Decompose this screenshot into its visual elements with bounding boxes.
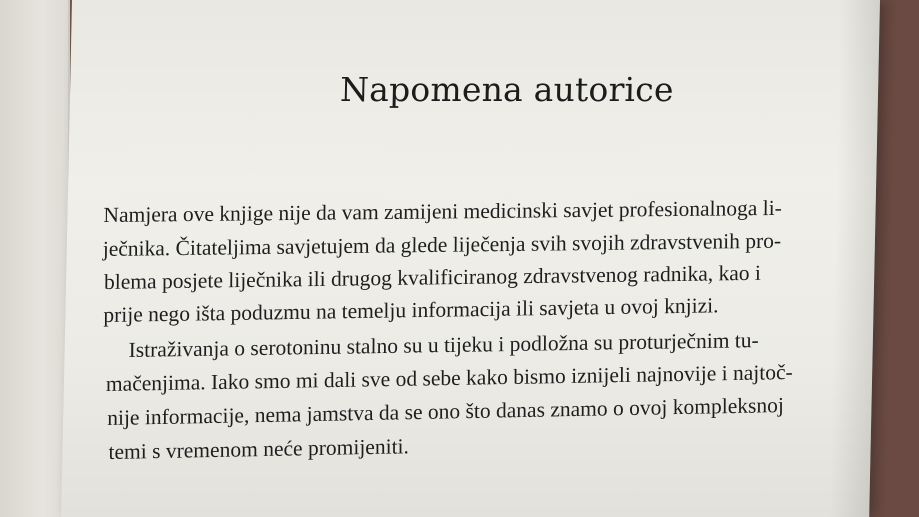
book-page [61,0,880,517]
paragraph-1-line-3: blema posjete liječnika ili drugog kvalificiranog zdravstvenog radnika, kao i [104,260,762,294]
paragraph-2-line-2: mačenjima. Iako smo mi dali sve od sebe kako bismo iznijeli najnovije i najtoč- [105,360,793,396]
paragraph-2-line-1: Istraživanja o serotoninu stalno su u tijeku i podložna su proturječnim tu- [128,328,759,362]
paragraph-2-line-4: temi s vremenom neće promijeniti. [108,434,409,464]
paragraph-1-line-4: prije nego išta poduzmu na temelju informacija ili savjeta u ovoj knjizi. [103,293,719,327]
paragraph-2-line-3: nije informacije, nema jamstva da se ono što danas znamo o ovoj kompleksnoj [107,393,784,430]
page-edge-shadow [829,0,880,517]
facing-page-edge [0,0,70,517]
page-title: Napomena autorice [339,70,675,109]
paragraph-1-line-2: ječnika. Čitateljima savjetujem da glede liječenja svih svojih zdravstvenih pro- [102,228,782,261]
paragraph-1-line-1: Namjera ove knjige nije da vam zamijeni medicinski savjet profesionalnoga li- [103,195,782,227]
